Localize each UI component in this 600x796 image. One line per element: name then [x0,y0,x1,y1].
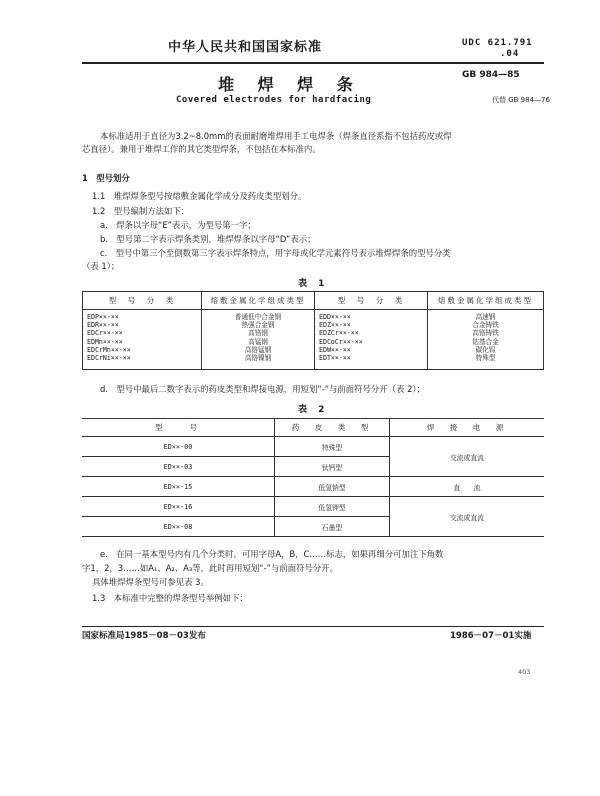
table-cell: EDMn××-×× [87,337,123,346]
table-cell: EDCr××-×× [87,329,123,338]
table-2 [82,418,544,537]
table-1-left-codes [83,310,202,370]
table-1-header: 熔敷金属化学组成类型 [202,292,315,310]
table-cell: ED××-16 [82,497,275,517]
table-cell: 高铬铸铁 [472,329,499,338]
section-1-heading: 1 型号划分 [82,173,130,183]
table-cell: EDT××-×× [319,354,351,363]
table-cell: 特殊型 [475,354,496,363]
item-e-line-3: 具体堆焊焊条型号可参见表 3。 [92,577,209,587]
table-cell: 钴基合金 [472,337,499,346]
intro-line-1: 本标准适用于直径为3.2~8.0mm的表面耐磨堆焊用手工电焊条（焊条直径系指不包括药皮或焊 [100,131,452,141]
issued-by: 国家标准局1985－08－03发布 [82,631,206,641]
item-e-line-2: 字1，2，3……如A₁、A₂、A₃等，此时再用短划“-”与前面符号分开。 [82,563,338,573]
table-1 [82,291,544,370]
table-cell: 高铬镍钢 [244,354,272,363]
clause-1-2: 1.2 型号编制方法如下： [92,206,190,216]
table-cell: 直 流 [390,477,545,497]
table-cell: 钛钙型 [275,457,390,477]
replaces-standard: 代替 GB 984—76 [492,96,550,104]
table-1-header: 熔敷金属化学组成类型 [428,292,544,310]
table-cell: 高锰钢 [248,337,268,346]
item-c-line-2: （表 1）； [82,261,120,271]
table-cell: 低氢钠型 [275,477,390,497]
table-cell: 高铬锰钢 [244,345,272,354]
main-title: 堆 焊 焊 条 [218,75,362,94]
table-cell: EDR××-×× [87,321,119,330]
table-1-left-types [202,310,315,370]
udc-code [462,38,533,60]
table-cell: 高铬钢 [248,329,268,338]
table-1-right-types [428,310,544,370]
item-c-line-1: c. 型号中第三个至倒数第三字表示焊条特点，用字母或化学元素符号表示堆焊焊条的型号分类 [100,248,451,258]
table-cell: EDZ××-×× [319,321,351,330]
item-e-line-1: e. 在同一基本型号内有几个分类时，可用字母A，B，C……标志，如果再细分可加注下角数 [100,549,444,559]
gb-code: GB 984—85 [462,70,520,80]
item-b: b. 型号第二字表示焊条类别，堆焊焊条以字母“D”表示； [100,234,316,244]
page-number: 403 [518,668,531,676]
table-2-header: 焊 接 电 源 [390,419,545,437]
intro-line-2: 芯直径）。兼用于堆焊工作的其它类型焊条，不包括在本标准内。 [82,144,321,154]
effective-date: 1986－07－01实施 [450,631,532,641]
table-cell: EDP××-×× [87,313,119,321]
clause-1-3: 1.3 本标准中完整的焊条型号举例如下： [92,593,248,603]
table-2-header: 型 号 [82,419,275,437]
udc-line-2: .04 [500,49,520,59]
clause-1-1: 1.1 堆焊焊条型号按熔敷金属化学成分及药皮类型划分。 [92,191,307,201]
table-cell: EDD××-×× [319,313,351,321]
table-cell: EDCrNi××-×× [87,354,131,363]
table-cell: EDCrMn××-×× [87,345,131,354]
table-cell: 特殊型 [275,437,390,457]
table-2-caption: 表 2 [298,405,329,415]
table-cell: 合金铸铁 [472,321,499,330]
udc-line-1: UDC 621.791 [462,38,533,48]
table-cell: ED××-08 [82,517,275,537]
english-title: Covered electrodes for hardfacing [176,95,372,105]
table-1-right-codes [315,310,428,370]
table-cell: EDW××-×× [319,345,351,354]
table-cell: EDZCr××-×× [319,329,359,338]
standard-title: 中华人民共和国国家标准 [168,40,323,55]
table-cell: 交流或直流 [390,437,545,477]
table-cell: EDCoCr××-×× [319,337,363,346]
footer-rule [82,626,544,627]
table-cell: 碳化钨 [475,345,496,354]
table-cell: ED××-15 [82,477,275,497]
table-cell: ED××-00 [82,437,275,457]
item-a: a. 焊条以字母“E”表示，为型号第一字； [100,220,256,230]
table-1-header: 型 号 分 类 [315,292,428,310]
table-cell: ED××-03 [82,457,275,477]
table-cell: 石墨型 [275,517,390,537]
table-cell: 低氢钾型 [275,497,390,517]
table-cell: 热强合金钢 [241,321,275,330]
header-rule-top [82,62,544,64]
table-2-header: 药 皮 类 型 [275,419,390,437]
table-1-header: 型 号 分 类 [83,292,202,310]
table-cell: 交流或直流 [450,513,484,522]
table-cell: 高速钢 [475,313,496,321]
table-1-caption: 表 1 [298,279,329,289]
item-d: d. 型号中最后二数字表示的药皮类型和焊接电源，用短划“-”与前面符号分开（表 2）； [100,384,425,394]
table-cell: 普通低中合金钢 [234,313,282,321]
